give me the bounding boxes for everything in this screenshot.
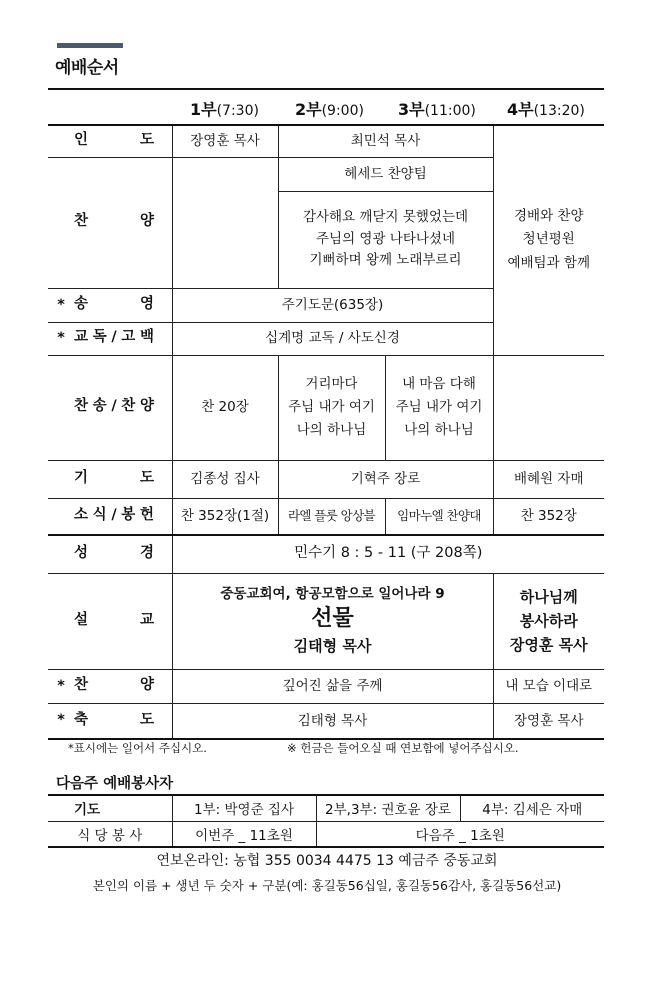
service-header-3: 3부(11:00) <box>398 100 476 119</box>
label-closing-praise: * 찬 양 <box>48 669 172 703</box>
label-lead: 인 도 <box>48 125 172 157</box>
row-closing-praise <box>48 669 604 703</box>
offering-s2: 라엘 플룻 앙상블 <box>278 498 385 535</box>
service-header-4: 4부(13:20) <box>507 100 585 119</box>
next-prayer-label: 기도 <box>48 795 172 821</box>
offering-s1: 찬 352장(1절) <box>172 498 278 535</box>
next-week-title: 다음주 예배봉사자 <box>56 776 174 792</box>
praise-songs: 감사해요 깨닫지 못했었는데 주님의 영광 나타나셨네 기뻐하며 왕께 노래부르리 <box>278 191 493 288</box>
benediction-value: 김태형 목사 <box>172 703 493 739</box>
prayer-s4: 배혜원 자매 <box>493 460 604 498</box>
online-giving: 연보온라인: 농협 355 0034 4475 13 예금주 중동교회 <box>156 853 498 869</box>
sermon-title: 선물 <box>311 605 354 631</box>
lead-s23: 최민석 목사 <box>278 125 493 157</box>
hymn-s2: 거리마다 주님 내가 여기 나의 하나님 <box>278 355 385 460</box>
label-prayer: 기 도 <box>48 460 172 498</box>
scripture-value: 민수기 8 : 5 - 11 (구 208쪽) <box>172 535 604 573</box>
sermon-cell <box>172 573 493 669</box>
label-scripture: 성 경 <box>48 535 172 573</box>
sermon-subtitle: 중동교회여, 항공모함으로 일어나라 9 <box>220 586 445 603</box>
hymn-s3: 내 마음 다해 주님 내가 여기 나의 하나님 <box>385 355 493 460</box>
next-prayer-1: 1부: 박영준 집사 <box>172 795 316 821</box>
label-hymn: 찬 송 / 찬 양 <box>48 355 172 460</box>
closing-praise-value: 깊어진 삶을 주께 <box>172 669 493 703</box>
service-header-2: 2부(9:00) <box>295 100 364 119</box>
benediction-s4: 장영훈 목사 <box>493 703 604 739</box>
row-hymn <box>48 355 604 460</box>
praise-s1-empty <box>172 157 278 288</box>
row-benediction <box>48 703 604 739</box>
next-kitchen-label: 식 당 봉 사 <box>48 821 172 847</box>
prayer-s1: 김종성 집사 <box>172 460 278 498</box>
next-week-table <box>48 794 604 848</box>
label-offering: 소 식 / 봉 헌 <box>48 498 172 535</box>
label-sermon: 설 교 <box>48 573 172 669</box>
offering-s4: 찬 352장 <box>493 498 604 535</box>
title-accent-bar <box>57 43 123 48</box>
row-scripture <box>48 535 604 573</box>
service-header-1: 1부(7:30) <box>190 100 259 119</box>
label-praise: 찬 양 <box>48 157 172 288</box>
closing-praise-s4: 내 모습 이대로 <box>493 669 604 703</box>
note-stand: *표시에는 일어서 주십시오. <box>68 741 207 755</box>
lead-s1: 장영훈 목사 <box>172 125 278 157</box>
note-offering: ※ 헌금은 들어오실 때 연보함에 넣어주십시오. <box>287 741 519 755</box>
confession-value: 십계명 교독 / 사도신경 <box>172 322 493 355</box>
praise-team: 헤세드 찬양팀 <box>278 157 493 191</box>
row-lead <box>48 125 604 157</box>
label-psalm: * 송 영 <box>48 288 172 322</box>
next-kitchen-row <box>48 821 604 847</box>
row-sermon <box>48 573 604 669</box>
next-kitchen-next: 다음주 _ 1초원 <box>316 821 604 847</box>
sermon-s4: 하나님께 봉사하라 장영훈 목사 <box>493 573 604 669</box>
giving-note: 본인의 이름 + 생년 두 숫자 + 구분(예: 홍길동56십일, 홍길동56감사, 홍길동56선교) <box>92 878 562 893</box>
label-benediction: * 축 도 <box>48 703 172 739</box>
sermon-preacher: 김태형 목사 <box>293 637 372 656</box>
label-confession: * 교 독 / 고 백 <box>48 322 172 355</box>
row-prayer <box>48 460 604 498</box>
hymn-s1: 찬 20장 <box>172 355 278 460</box>
next-prayer-row <box>48 795 604 821</box>
s4-worship-cell: 경배와 찬양 청년평원 예배팀과 함께 <box>493 125 604 355</box>
prayer-s23: 기혁주 장로 <box>278 460 493 498</box>
hymn-s4-empty <box>493 355 604 460</box>
top-rule <box>48 88 604 90</box>
next-kitchen-this: 이번주 _ 11초원 <box>172 821 316 847</box>
worship-order-table <box>48 124 604 740</box>
row-offering <box>48 498 604 535</box>
next-prayer-23: 2부,3부: 권호윤 장로 <box>316 795 460 821</box>
section-title: 예배순서 <box>55 58 119 78</box>
psalm-value: 주기도문(635장) <box>172 288 493 322</box>
next-prayer-4: 4부: 김세은 자매 <box>460 795 604 821</box>
offering-s3: 임마누엘 찬양대 <box>385 498 493 535</box>
